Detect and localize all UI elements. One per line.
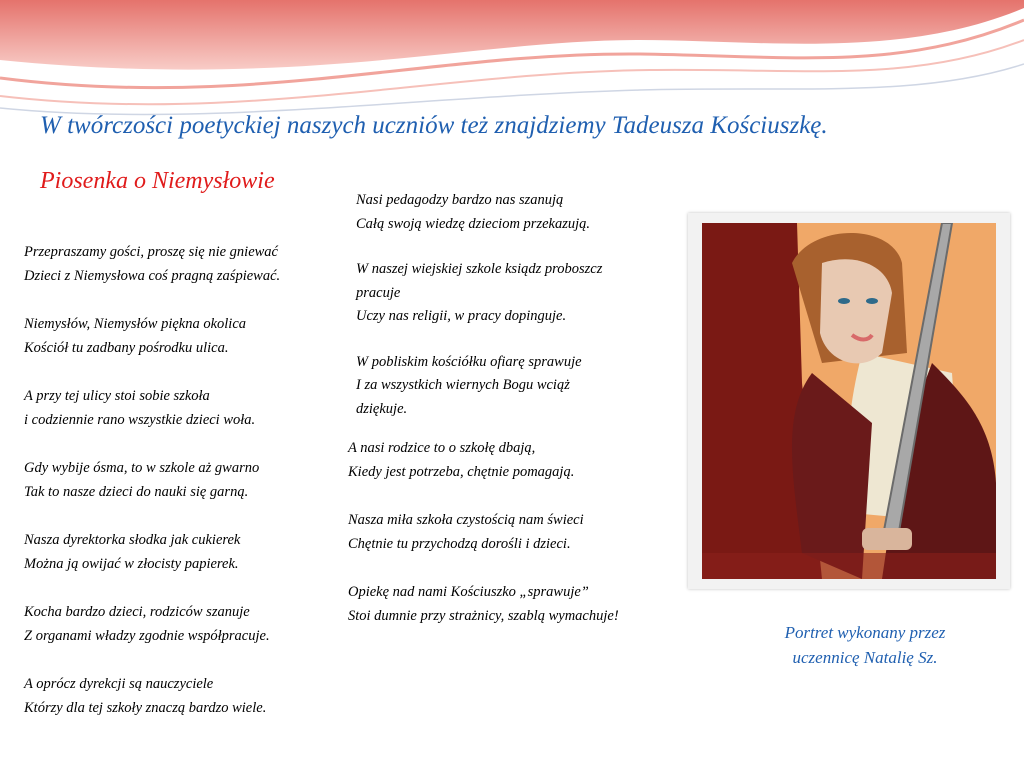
poem-line: Gdy wybije ósma, to w szkole aż gwarno bbox=[24, 460, 260, 476]
portrait-drawing bbox=[688, 213, 1010, 589]
stanza bbox=[348, 436, 688, 484]
decorative-wave-header bbox=[0, 0, 1024, 130]
stanza bbox=[24, 528, 344, 576]
stanza bbox=[24, 240, 344, 288]
poem-line: Tak to nasze dzieci do nauki się garną. bbox=[24, 484, 249, 500]
poem-column-1 bbox=[24, 240, 344, 744]
poem-line: I za wszystkich wiernych Bogu wciąż bbox=[356, 377, 570, 393]
poem-line: Nasza miła szkoła czystością nam świeci bbox=[348, 512, 584, 528]
poem-line: Kocha bardzo dzieci, rodziców szanuje bbox=[24, 604, 250, 620]
caption-line: uczennicę Natalię Sz. bbox=[792, 648, 938, 667]
poem-line: Stoi dumnie przy strażnicy, szablą wymachuje! bbox=[348, 608, 619, 624]
poem-line: pracuje bbox=[356, 284, 401, 301]
poem-line: i codziennie rano wszystkie dzieci woła. bbox=[24, 412, 256, 428]
poem-line: Z organami władzy zgodnie współpracuje. bbox=[24, 628, 270, 644]
portrait-caption bbox=[740, 620, 990, 670]
poem-title: Piosenka o Niemysłowie bbox=[40, 168, 275, 194]
stanza bbox=[24, 312, 344, 360]
poem-line: Kiedy jest potrzeba, chętnie pomagają. bbox=[348, 464, 575, 480]
poem-line: Nasi pedagodzy bardzo nas szanują bbox=[356, 192, 564, 208]
stanza bbox=[348, 580, 688, 628]
poem-line: Przepraszamy gości, proszę się nie gniewać bbox=[24, 244, 278, 260]
slide-title: W twórczości poetyckiej naszych uczniów też znajdziemy Tadeusza Kościuszkę. bbox=[40, 112, 828, 139]
poem-line: Nasza dyrektorka słodka jak cukierek bbox=[24, 532, 241, 548]
stanza bbox=[348, 508, 688, 556]
stanza bbox=[356, 258, 676, 329]
stanza bbox=[24, 672, 344, 720]
portrait-image bbox=[702, 223, 996, 579]
poem-line: A przy tej ulicy stoi sobie szkoła bbox=[24, 388, 210, 404]
poem-line: Chętnie tu przychodzą dorośli i dzieci. bbox=[348, 536, 571, 552]
caption-line: Portret wykonany przez bbox=[784, 623, 946, 642]
poem-line: Dzieci z Niemysłowa coś pragną zaśpiewać. bbox=[24, 268, 281, 284]
poem-line: Kościół tu zadbany pośrodku ulica. bbox=[24, 340, 229, 356]
poem-line: dziękuje. bbox=[356, 400, 408, 417]
poem-line: Całą swoją wiedzę dzieciom przekazują. bbox=[356, 215, 591, 232]
stanza bbox=[356, 189, 676, 236]
poem-line: Uczy nas religii, w pracy dopinguje. bbox=[356, 308, 567, 324]
poem-line: Można ją owijać w złocisty papierek. bbox=[24, 556, 239, 572]
poem-line: A nasi rodzice to o szkołę dbają, bbox=[348, 440, 536, 456]
stanza bbox=[24, 600, 344, 648]
poem-column-3 bbox=[348, 436, 688, 652]
poem-line: Opiekę nad nami Kościuszko „sprawuje” bbox=[348, 584, 589, 600]
stanza bbox=[24, 456, 344, 504]
poem-line: W pobliskim kościółku ofiarę sprawuje bbox=[356, 353, 582, 370]
poem-column-2 bbox=[356, 189, 676, 443]
stanza bbox=[24, 384, 344, 432]
poem-line: A oprócz dyrekcji są nauczyciele bbox=[24, 676, 214, 692]
stanza bbox=[356, 351, 676, 422]
poem-line: W naszej wiejskiej szkole ksiądz proboszcz bbox=[356, 261, 603, 277]
poem-line: Którzy dla tej szkoły znaczą bardzo wiele. bbox=[24, 700, 267, 716]
poem-line: Niemysłów, Niemysłów piękna okolica bbox=[24, 316, 247, 332]
